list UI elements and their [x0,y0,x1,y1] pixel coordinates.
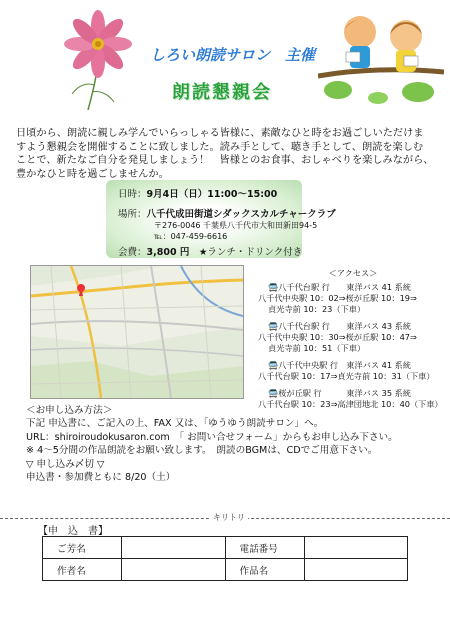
route-line: 八千代中央駅 10：02⇒桜が丘駅 10：19⇒ [258,293,417,303]
route-line: 🚍八千代台駅 行 東洋バス 41 系統 [268,282,412,292]
intro-text [16,127,436,181]
form-row [43,559,408,581]
bus-route [258,360,448,382]
phone-label: 電話番号 [225,537,304,559]
bus-route [258,321,448,354]
deadline-text: 申込書・参加費ともに 8/20（土） [26,472,176,484]
date-label: 日時： [118,189,147,200]
venue-address: 〒276-0046 千葉県八千代市大和田新田94-5 [154,221,318,230]
work-field[interactable] [304,559,408,581]
venue-phone: ℡：047-459-6616 [154,232,228,241]
date-value: 9月4日（日）11:00〜15:00 [146,189,278,200]
cut-label: キリトリ [210,512,248,523]
intro-line: ことで、新たなご自分を発見しましょう！ 皆様とのお食事、おしゃべりを楽しみながら、 [16,155,434,167]
intro-line: 豊かなひと時を過ごしませんか。 [16,168,169,180]
route-line: 八千代中央駅 10：30⇒桜が丘駅 10：47⇒ [258,332,417,342]
application-form-table [42,536,408,581]
venue-name: 八千代成田街道シダックスカルチャークラブ [146,209,336,220]
route-line: 🚍八千代中央駅 行 東洋バス 41 系統 [268,360,412,370]
page-title: 朗読懇親会 [172,82,272,103]
deadline-heading: ▽ 申し込み〆切 ▽ [26,458,105,470]
bus-route [258,282,448,315]
name-label: ご芳名 [43,537,122,559]
apply-line: 下記 申込書に、ご記入の上、FAX 又は、「ゆうゆう朗読サロン」へ。 [26,418,324,430]
phone-field[interactable] [304,537,408,559]
intro-line: すよう懇親会を開催することに致しました。読み手として、聴き手として、朗読を楽しむ [16,141,424,153]
apply-url-line: URL：shiroiroudokusaron.com 「 お問い合せフォーム」からもお申し込み下さい。 [26,431,398,443]
author-field[interactable] [122,559,226,581]
application-info [26,404,436,484]
event-date [118,186,277,200]
work-label: 作品名 [225,559,304,581]
access-heading: ＜アクセス＞ [328,268,378,278]
reading-children-illustration [318,6,444,108]
venue-map-image [30,265,244,399]
route-line: 🚍八千代台駅 行 東洋バス 43 系統 [268,321,412,331]
name-field[interactable] [122,537,226,559]
event-info-box [106,180,336,258]
access-info [258,268,448,416]
intro-line: 日頃から、朗読に親しみ学んでいらっしゃる皆様に、素敵なひと時をお過ごしいただけま [16,128,424,139]
fee-label: 会費： [118,247,147,258]
venue-label: 場所： [118,209,147,220]
event-fee [118,244,302,258]
author-label: 作者名 [43,559,122,581]
route-line: 八千代台駅 10：17⇒貞光寺前 10：31（下車） [258,371,435,381]
route-line: 貞光寺前 10：51（下車） [268,343,366,353]
form-title: 【申 込 書】 [38,526,108,537]
apply-note: ※ 4〜5分間の作品朗読をお願い致します。 朗読のBGMは、CDでご用意下さい。 [26,445,378,457]
event-venue [118,206,336,220]
route-line: 貞光寺前 10：23（下車） [268,304,366,314]
route-line: 🚍桜が丘駅 行 東洋バス 35 系統 [268,388,412,398]
cosmos-flower-illustration [58,10,138,110]
route-line: 八千代台駅 10：23⇒高津団地北 10：40（下車） [258,399,443,409]
organizer-subtitle: しろい朗読サロン 主催 [150,46,316,64]
fee-note: ★ランチ・ドリンク付き [198,247,303,258]
form-row [43,537,408,559]
apply-heading: ＜お申し込み方法＞ [26,405,113,416]
fee-value: 3,800 円 [146,247,190,258]
